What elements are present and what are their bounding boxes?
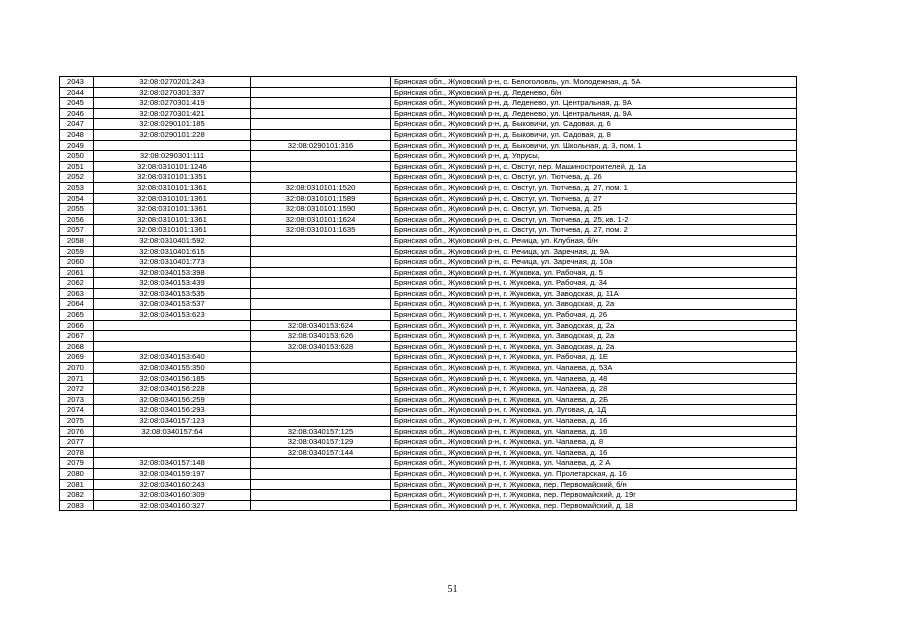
cadastral-number-cell: 32:08:0310101:1361 (94, 204, 251, 215)
address-cell: Брянская обл., Жуковский р-н, г. Жуковка, ул. Чапаева, д. 16 (391, 416, 797, 427)
cadastral-number-cell: 32:08:0310101:1361 (94, 182, 251, 193)
table-row (60, 437, 797, 448)
row-number-cell: 2059 (60, 246, 94, 257)
row-number-cell: 2063 (60, 288, 94, 299)
table-row (60, 468, 797, 479)
cadastral-number-cell: 32:08:0270301:419 (94, 98, 251, 109)
room-cadastral-number-cell (251, 98, 391, 109)
row-number-cell: 2072 (60, 384, 94, 395)
cadastral-number-cell: 32:08:0310101:1351 (94, 172, 251, 183)
address-cell: Брянская обл., Жуковский р-н, г. Жуковка, ул. Чапаева, д. 16 (391, 426, 797, 437)
table-row (60, 394, 797, 405)
row-number-cell: 2065 (60, 310, 94, 321)
row-number-cell: 2069 (60, 352, 94, 363)
address-cell: Брянская обл., Жуковский р-н, г. Жуковка, ул. Чапаева, д. 2Б (391, 394, 797, 405)
cadastral-number-cell: 32:08:0290301:111 (94, 151, 251, 162)
cadastral-number-cell (94, 341, 251, 352)
table-row (60, 352, 797, 363)
cadastral-number-cell (94, 140, 251, 151)
table-row (60, 384, 797, 395)
row-number-cell: 2050 (60, 151, 94, 162)
address-cell: Брянская обл., Жуковский р-н, с. Речица, ул. Заречная, д. 10а (391, 257, 797, 268)
row-number-cell: 2043 (60, 77, 94, 88)
row-number-cell: 2071 (60, 373, 94, 384)
address-cell: Брянская обл., Жуковский р-н, с. Овстуг, ул. Тютчева, д. 26 (391, 172, 797, 183)
address-cell: Брянская обл., Жуковский р-н, г. Жуковка, пер. Первомайский, д. 19г (391, 490, 797, 501)
room-cadastral-number-cell (251, 310, 391, 321)
address-cell: Брянская обл., Жуковский р-н, г. Жуковка, ул. Чапаева, д. 16 (391, 447, 797, 458)
cadastral-number-cell: 32:08:0310101:1361 (94, 214, 251, 225)
table-row (60, 447, 797, 458)
room-cadastral-number-cell (251, 416, 391, 427)
cadastral-number-cell (94, 437, 251, 448)
room-cadastral-number-cell (251, 352, 391, 363)
row-number-cell: 2062 (60, 278, 94, 289)
room-cadastral-number-cell: 32:08:0290101:316 (251, 140, 391, 151)
address-cell: Брянская обл., Жуковский р-н, г. Жуковка, ул. Чапаева, д. 2 А (391, 458, 797, 469)
table-row (60, 98, 797, 109)
table-row (60, 341, 797, 352)
cadastral-number-cell: 32:08:0340153:398 (94, 267, 251, 278)
address-cell: Брянская обл., Жуковский р-н, г. Жуковка, ул. Пролетарская, д. 16 (391, 468, 797, 479)
table-row (60, 310, 797, 321)
room-cadastral-number-cell (251, 172, 391, 183)
row-number-cell: 2052 (60, 172, 94, 183)
address-cell: Брянская обл., Жуковский р-н, д. Леденево, ул. Центральная, д. 9А (391, 98, 797, 109)
cadastral-number-cell: 32:08:0270201:243 (94, 77, 251, 88)
address-cell: Брянская обл., Жуковский р-н, г. Жуковка, ул. Заводская, д. 11А (391, 288, 797, 299)
row-number-cell: 2054 (60, 193, 94, 204)
table-row (60, 405, 797, 416)
cadastral-number-cell: 32:08:0340153:535 (94, 288, 251, 299)
room-cadastral-number-cell: 32:08:0340153:626 (251, 331, 391, 342)
address-cell: Брянская обл., Жуковский р-н, д. Быковичи, ул. Садовая, д. 6 (391, 119, 797, 130)
row-number-cell: 2079 (60, 458, 94, 469)
address-cell: Брянская обл., Жуковский р-н, д. Леденево, ул. Центральная, д. 9А (391, 108, 797, 119)
cadastral-number-cell: 32:08:0340153:623 (94, 310, 251, 321)
row-number-cell: 2068 (60, 341, 94, 352)
room-cadastral-number-cell (251, 108, 391, 119)
row-number-cell: 2048 (60, 129, 94, 140)
table-row (60, 320, 797, 331)
table-row (60, 479, 797, 490)
cadastral-number-cell: 32:08:0340156:228 (94, 384, 251, 395)
address-cell: Брянская обл., Жуковский р-н, д. Леденево, б/н (391, 87, 797, 98)
cadastral-number-cell: 32:08:0340157:64 (94, 426, 251, 437)
table-row (60, 129, 797, 140)
room-cadastral-number-cell (251, 257, 391, 268)
row-number-cell: 2070 (60, 363, 94, 374)
cadastral-number-cell: 32:08:0310401:773 (94, 257, 251, 268)
table-row (60, 172, 797, 183)
address-cell: Брянская обл., Жуковский р-н, г. Жуковка, ул. Рабочая, д. 26 (391, 310, 797, 321)
table-row (60, 235, 797, 246)
cadastral-number-cell: 32:08:0310101:1246 (94, 161, 251, 172)
table-row (60, 140, 797, 151)
row-number-cell: 2058 (60, 235, 94, 246)
address-cell: Брянская обл., Жуковский р-н, с. Овстуг, ул. Тютчева, д. 25, кв. 1-2 (391, 214, 797, 225)
room-cadastral-number-cell: 32:08:0340153:624 (251, 320, 391, 331)
row-number-cell: 2060 (60, 257, 94, 268)
cadastral-number-cell: 32:08:0340160:243 (94, 479, 251, 490)
row-number-cell: 2057 (60, 225, 94, 236)
row-number-cell: 2064 (60, 299, 94, 310)
row-number-cell: 2051 (60, 161, 94, 172)
address-cell: Брянская обл., Жуковский р-н, г. Жуковка, ул. Рабочая, д. 34 (391, 278, 797, 289)
cadastral-number-cell: 32:08:0340153:640 (94, 352, 251, 363)
room-cadastral-number-cell (251, 363, 391, 374)
table-row (60, 204, 797, 215)
address-cell: Брянская обл., Жуковский р-н, д. Быковичи, ул. Садовая, д. 8 (391, 129, 797, 140)
room-cadastral-number-cell: 32:08:0310101:1635 (251, 225, 391, 236)
room-cadastral-number-cell: 32:08:0310101:1590 (251, 204, 391, 215)
row-number-cell: 2046 (60, 108, 94, 119)
address-cell: Брянская обл., Жуковский р-н, г. Жуковка, ул. Заводская, д. 2а (391, 341, 797, 352)
table-row (60, 151, 797, 162)
room-cadastral-number-cell: 32:08:0310101:1589 (251, 193, 391, 204)
room-cadastral-number-cell (251, 288, 391, 299)
address-cell: Брянская обл., Жуковский р-н, с. Белоголовль, ул. Молодежная, д. 5А (391, 77, 797, 88)
room-cadastral-number-cell (251, 405, 391, 416)
cadastral-number-cell: 32:08:0340153:537 (94, 299, 251, 310)
row-number-cell: 2049 (60, 140, 94, 151)
address-cell: Брянская обл., Жуковский р-н, с. Овстуг, пер. Машиностроителей, д. 1а (391, 161, 797, 172)
cadastral-number-cell: 32:08:0340160:309 (94, 490, 251, 501)
row-number-cell: 2082 (60, 490, 94, 501)
table-row (60, 299, 797, 310)
row-number-cell: 2061 (60, 267, 94, 278)
room-cadastral-number-cell (251, 151, 391, 162)
cadastral-number-cell: 32:08:0310401:592 (94, 235, 251, 246)
room-cadastral-number-cell (251, 267, 391, 278)
room-cadastral-number-cell (251, 278, 391, 289)
cadastral-number-cell (94, 331, 251, 342)
table-row (60, 416, 797, 427)
room-cadastral-number-cell (251, 384, 391, 395)
address-cell: Брянская обл., Жуковский р-н, г. Жуковка, пер. Первомайский, б/н (391, 479, 797, 490)
cadastral-number-cell: 32:08:0270301:421 (94, 108, 251, 119)
cadastral-number-cell (94, 320, 251, 331)
row-number-cell: 2081 (60, 479, 94, 490)
table-row (60, 225, 797, 236)
room-cadastral-number-cell (251, 479, 391, 490)
address-cell: Брянская обл., Жуковский р-н, г. Жуковка, ул. Чапаева, д. 8 (391, 437, 797, 448)
table-row (60, 363, 797, 374)
cadastral-number-cell (94, 447, 251, 458)
table-row (60, 490, 797, 501)
room-cadastral-number-cell: 32:08:0340157:129 (251, 437, 391, 448)
table-row (60, 77, 797, 88)
row-number-cell: 2077 (60, 437, 94, 448)
room-cadastral-number-cell: 32:08:0310101:1624 (251, 214, 391, 225)
room-cadastral-number-cell: 32:08:0310101:1520 (251, 182, 391, 193)
table-row (60, 161, 797, 172)
address-cell: Брянская обл., Жуковский р-н, г. Жуковка, ул. Заводская, д. 2а (391, 320, 797, 331)
row-number-cell: 2075 (60, 416, 94, 427)
row-number-cell: 2044 (60, 87, 94, 98)
address-cell: Брянская обл., Жуковский р-н, с. Речица, ул. Клубная, б/н (391, 235, 797, 246)
cadastral-number-cell: 32:08:0310101:1361 (94, 225, 251, 236)
row-number-cell: 2066 (60, 320, 94, 331)
room-cadastral-number-cell: 32:08:0340153:628 (251, 341, 391, 352)
address-cell: Брянская обл., Жуковский р-н, д. Упрусы, (391, 151, 797, 162)
address-cell: Брянская обл., Жуковский р-н, г. Жуковка, ул. Чапаева, д. 53А (391, 363, 797, 374)
room-cadastral-number-cell: 32:08:0340157:125 (251, 426, 391, 437)
room-cadastral-number-cell (251, 87, 391, 98)
address-cell: Брянская обл., Жуковский р-н, с. Овстуг, ул. Тютчева, д. 27, пом. 1 (391, 182, 797, 193)
table-row (60, 193, 797, 204)
page-number: 51 (447, 584, 458, 595)
row-number-cell: 2073 (60, 394, 94, 405)
cadastral-number-cell: 32:08:0340153:439 (94, 278, 251, 289)
room-cadastral-number-cell (251, 161, 391, 172)
cadastral-number-cell: 32:08:0340156:259 (94, 394, 251, 405)
address-cell: Брянская обл., Жуковский р-н, г. Жуковка, ул. Рабочая, д. 1Е (391, 352, 797, 363)
room-cadastral-number-cell (251, 235, 391, 246)
cadastral-number-cell: 32:08:0340157:123 (94, 416, 251, 427)
room-cadastral-number-cell (251, 394, 391, 405)
row-number-cell: 2078 (60, 447, 94, 458)
address-cell: Брянская обл., Жуковский р-н, д. Быковичи, ул. Школьная, д. 3, пом. 1 (391, 140, 797, 151)
row-number-cell: 2056 (60, 214, 94, 225)
row-number-cell: 2080 (60, 468, 94, 479)
room-cadastral-number-cell (251, 373, 391, 384)
room-cadastral-number-cell (251, 119, 391, 130)
table-row (60, 500, 797, 511)
row-number-cell: 2047 (60, 119, 94, 130)
table-row (60, 331, 797, 342)
address-cell: Брянская обл., Жуковский р-н, г. Жуковка, ул. Чапаева, д. 28 (391, 384, 797, 395)
row-number-cell: 2074 (60, 405, 94, 416)
address-cell: Брянская обл., Жуковский р-н, с. Овстуг, ул. Тютчева, д. 27 (391, 193, 797, 204)
table-row (60, 214, 797, 225)
row-number-cell: 2067 (60, 331, 94, 342)
table-row (60, 373, 797, 384)
table-row (60, 182, 797, 193)
cadastral-number-cell: 32:08:0340159:197 (94, 468, 251, 479)
address-cell: Брянская обл., Жуковский р-н, г. Жуковка, ул. Чапаева, д. 48 (391, 373, 797, 384)
address-cell: Брянская обл., Жуковский р-н, с. Овстуг, ул. Тютчева, д. 27, пом. 2 (391, 225, 797, 236)
table-row (60, 108, 797, 119)
address-cell: Брянская обл., Жуковский р-н, г. Жуковка, ул. Заводская, д. 2а (391, 299, 797, 310)
address-cell: Брянская обл., Жуковский р-н, г. Жуковка, ул. Луговая, д. 1Д (391, 405, 797, 416)
row-number-cell: 2045 (60, 98, 94, 109)
address-cell: Брянская обл., Жуковский р-н, г. Жуковка, ул. Заводская, д. 2а (391, 331, 797, 342)
room-cadastral-number-cell (251, 77, 391, 88)
address-cell: Брянская обл., Жуковский р-н, с. Овстуг, ул. Тютчева, д. 25 (391, 204, 797, 215)
cadastral-number-cell: 32:08:0290101:185 (94, 119, 251, 130)
room-cadastral-number-cell (251, 246, 391, 257)
address-cell: Брянская обл., Жуковский р-н, г. Жуковка, пер. Первомайский, д. 18 (391, 500, 797, 511)
cadastral-number-cell: 32:08:0290101:228 (94, 129, 251, 140)
room-cadastral-number-cell (251, 500, 391, 511)
cadastral-number-cell: 32:08:0310101:1361 (94, 193, 251, 204)
room-cadastral-number-cell (251, 299, 391, 310)
table-row (60, 288, 797, 299)
cadastral-number-cell: 32:08:0340157:148 (94, 458, 251, 469)
table-row (60, 257, 797, 268)
row-number-cell: 2083 (60, 500, 94, 511)
table-row (60, 119, 797, 130)
room-cadastral-number-cell (251, 468, 391, 479)
row-number-cell: 2076 (60, 426, 94, 437)
table-row (60, 458, 797, 469)
table-row (60, 246, 797, 257)
address-cell: Брянская обл., Жуковский р-н, г. Жуковка, ул. Рабочая, д. 5 (391, 267, 797, 278)
cadastral-number-cell: 32:08:0270301:337 (94, 87, 251, 98)
cadastral-number-cell: 32:08:0340156:293 (94, 405, 251, 416)
registry-table-body (60, 77, 797, 511)
address-cell: Брянская обл., Жуковский р-н, с. Речица, ул. Заречная, д. 9А (391, 246, 797, 257)
cadastral-number-cell: 32:08:0310401:615 (94, 246, 251, 257)
row-number-cell: 2053 (60, 182, 94, 193)
cadastral-number-cell: 32:08:0340160:327 (94, 500, 251, 511)
row-number-cell: 2055 (60, 204, 94, 215)
cadastral-number-cell: 32:08:0340155:350 (94, 363, 251, 374)
room-cadastral-number-cell (251, 129, 391, 140)
room-cadastral-number-cell (251, 458, 391, 469)
table-row (60, 267, 797, 278)
table-row (60, 87, 797, 98)
table-row (60, 278, 797, 289)
cadastral-number-cell: 32:08:0340156:185 (94, 373, 251, 384)
room-cadastral-number-cell (251, 490, 391, 501)
room-cadastral-number-cell: 32:08:0340157:144 (251, 447, 391, 458)
table-row (60, 426, 797, 437)
registry-table (59, 76, 797, 511)
